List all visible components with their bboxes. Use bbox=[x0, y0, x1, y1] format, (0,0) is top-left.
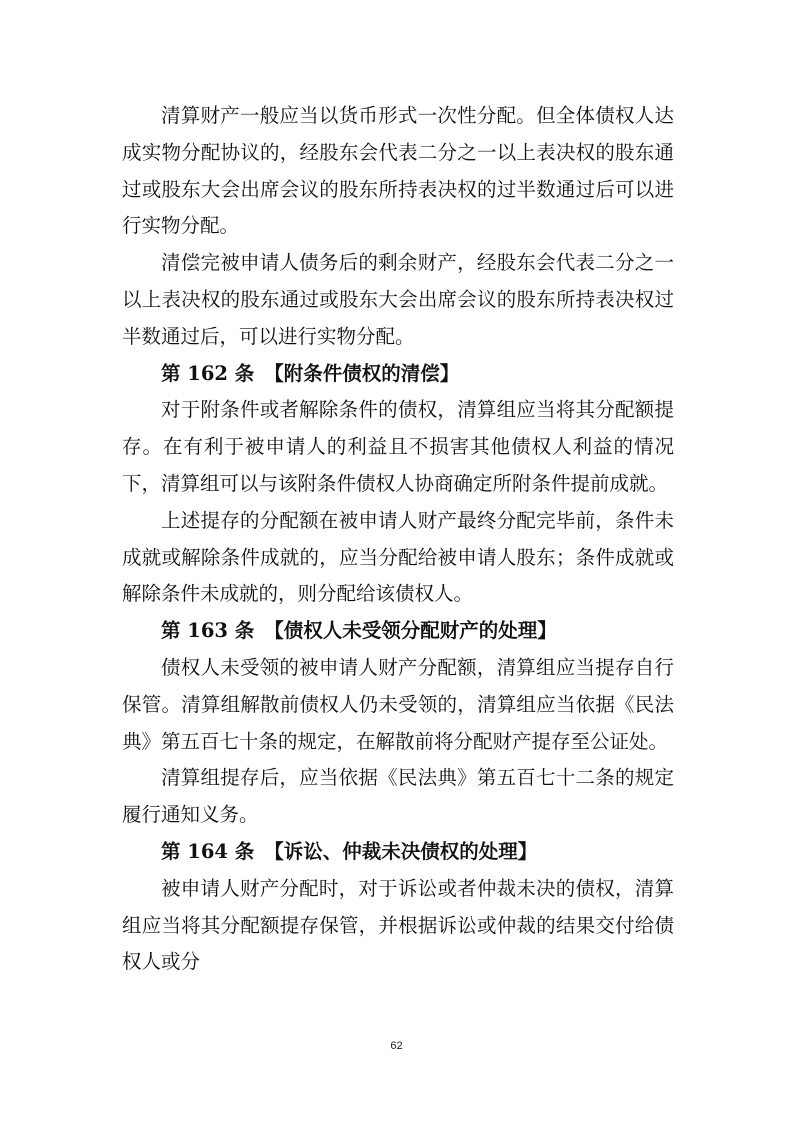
article-number: 第 162 条 bbox=[161, 361, 255, 385]
paragraph: 清算组提存后，应当依据《民法典》第五百七十二条的规定履行通知义务。 bbox=[122, 766, 674, 827]
paragraph: 清偿完被申请人债务后的剩余财产，经股东会代表二分之一以上表决权的股东通过或股东大会出席会议的股东所持表决权过半数通过后，可以进行实物分配。 bbox=[122, 251, 674, 348]
page-number: 62 bbox=[390, 1040, 403, 1052]
article-title: 【附条件债权的清偿】 bbox=[264, 361, 460, 385]
article-number: 第 164 条 bbox=[161, 839, 255, 863]
article-heading-162 bbox=[122, 356, 674, 393]
document-page bbox=[122, 98, 674, 981]
article-title: 【诉讼、仲裁未决债权的处理】 bbox=[264, 839, 538, 863]
paragraph: 清算财产一般应当以货币形式一次性分配。但全体债权人达成实物分配协议的，经股东会代表二分之一以上表决权的股东通过或股东大会出席会议的股东所持表决权的过半数通过后可以进行实物分配。 bbox=[122, 104, 674, 238]
article-heading-163 bbox=[122, 613, 674, 650]
paragraph: 对于附条件或者解除条件的债权，清算组应当将其分配额提存。在有利于被申请人的利益且不损害其他债权人利益的情况下，清算组可以与该附条件债权人协商确定所附条件提前成就。 bbox=[122, 398, 674, 495]
article-title: 【债权人未受领分配财产的处理】 bbox=[264, 619, 557, 643]
paragraph: 被申请人财产分配时，对于诉讼或者仲裁未决的债权，清算组应当将其分配额提存保管，并根据诉讼或仲裁的结果交付给债权人或分 bbox=[122, 876, 674, 974]
paragraph: 上述提存的分配额在被申请人财产最终分配完毕前，条件未成就或解除条件成就的，应当分配给被申请人股东；条件成就或解除条件未成就的，则分配给该债权人。 bbox=[122, 508, 674, 606]
article-heading-164 bbox=[122, 834, 674, 871]
article-number: 第 163 条 bbox=[161, 619, 255, 643]
paragraph: 债权人未受领的被申请人财产分配额，清算组应当提存自行保管。清算组解散前债权人仍未受领的，清算组应当依据《民法典》第五百七十条的规定，在解散前将分配财产提存至公证处。 bbox=[122, 655, 674, 753]
